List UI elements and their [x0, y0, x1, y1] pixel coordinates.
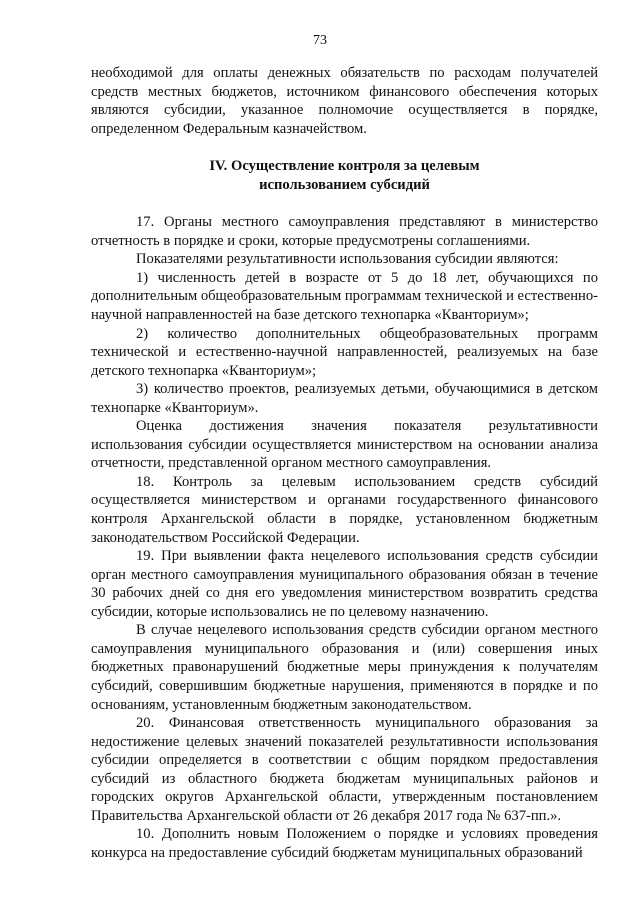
- paragraph-item-17: 17. Органы местного самоуправления представляют в министерство отчетность в порядке и сроки, которые предусмотрены соглашениями.: [91, 214, 598, 249]
- paragraph-indicator-1: 1) численность детей в возрасте от 5 до 18 лет, обучающихся по дополнительным общеобразовательным программам технической и естественно-научной направленностей на базе детского технопарка «Кванториум»;: [91, 269, 598, 324]
- paragraph-indicators-intro: Показателями результативности использования субсидии являются:: [136, 251, 559, 268]
- section-heading: [91, 157, 598, 194]
- page-number: 73: [313, 33, 327, 48]
- paragraph-item-19: 19. При выявлении факта нецелевого использования средств субсидии орган местного самоуправления муниципального образования обязан в течение 30 рабочих дней со дня его уведомления министерством возвратить средства субсидии, которые использовались не по целевому назначению.: [91, 548, 598, 620]
- paragraph-item-18: 18. Контроль за целевым использованием средств субсидий осуществляется министерством и органами государственного финансового контроля Архангельской области в порядке, установленном бюджетным законодательством Российской Федерации.: [91, 473, 598, 546]
- paragraph-item-10: 10. Дополнить новым Положением о порядке и условиях проведения конкурса на предоставление субсидий бюджетам муниципальных образований: [91, 826, 598, 861]
- paragraph-indicator-2: 2) количество дополнительных общеобразовательных программ технической и естественно-научной направленностей, реализуемых на базе детского технопарка «Кванториум»;: [91, 325, 598, 379]
- paragraph-assessment: Оценка достижения значения показателя результативности использования субсидии осуществляется министерством на основании анализа отчетности, представленной органом местного самоуправления.: [91, 418, 598, 472]
- paragraph-item-20: 20. Финансовая ответственность муниципального образования за недостижение целевых значений показателей результативности использования субсидии определяется в соответствии с общим порядком предоставления субсидий из областного бюджета бюджетам муниципальных районов и городских округов Архангельской области, утвержденным постановлением Правительства Архангельской области от 26 декабря 2017 года № 637-пп.».: [91, 715, 598, 824]
- paragraph-continuation: необходимой для оплаты денежных обязательств по расходам получателей средств местных бюджетов, источником финансового обеспечения которых являются субсидии, указанное полномочие осуществляется в порядке, определенном Федеральным казначейством.: [91, 65, 598, 137]
- section-heading-line-1: IV. Осуществление контроля за целевым: [209, 158, 480, 175]
- document-body: [91, 64, 598, 862]
- paragraph-indicator-3: 3) количество проектов, реализуемых детьми, обучающимися в детском технопарке «Кванториум».: [91, 381, 598, 416]
- paragraph-misuse-measures: В случае нецелевого использования средств субсидии органом местного самоуправления муниципального образования и (или) совершения иных бюджетных правонарушений бюджетные меры принуждения к получателям субсидий, совершившим бюджетные нарушения, применяются в порядке и по основаниям, установленным бюджетным законодательством.: [91, 622, 598, 713]
- section-heading-line-2: использованием субсидий: [259, 176, 430, 193]
